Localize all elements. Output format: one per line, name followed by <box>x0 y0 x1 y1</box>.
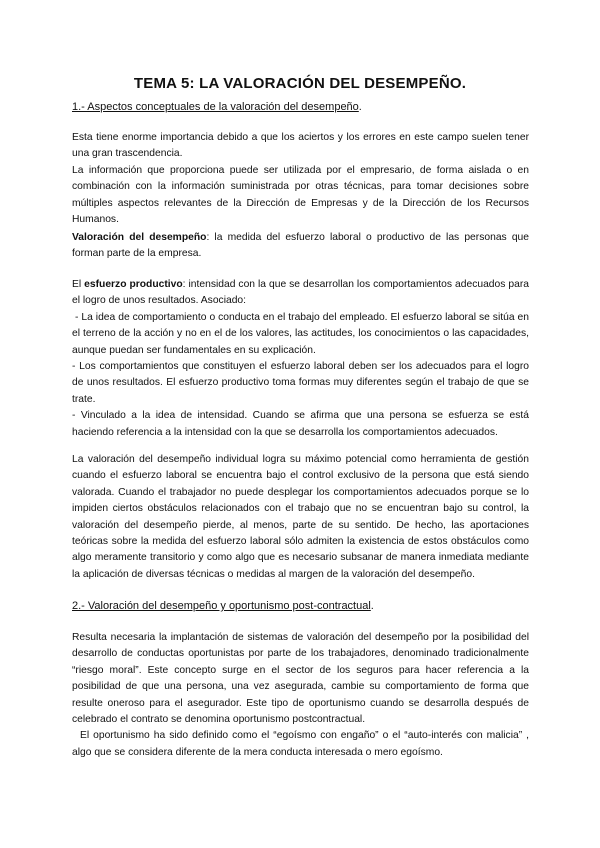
effort-text: : intensidad con la que se desarrollan los comportamientos adecuados para el logro de unos resultados. Asociado: <box>72 279 529 307</box>
section-2-heading-text: 2.- Valoración del desempeño y oportunismo post-contractual <box>72 600 371 612</box>
section-2-heading <box>72 600 532 612</box>
section-1-heading-text: 1.- Aspectos conceptuales de la valoración del desempeño <box>72 101 359 113</box>
definition-term: Valoración del desempeño <box>72 232 207 243</box>
section-2-heading-suffix: . <box>370 600 374 612</box>
effort-lead: El <box>72 279 85 290</box>
intro-paragraph-2: La información que proporciona puede ser utilizada por el empresario, de forma aislada o en combinación con la información suministrada por otras técnicas, para tomar decisiones sobre múltiples aspectos relevantes de la Dirección de Empresas y de la Dirección de los Recursos Humanos. <box>72 164 529 226</box>
potential-text: La valoración del desempeño individual logra su máximo potencial como herramienta de gestión cuando el esfuerzo laboral se encuentra bajo el control exclusivo de la persona que está siendo valorada. Cuando el trabajador no puede desplegar los comportamientos adecuados porque se lo impiden ciertos obstáculos relacionados con el trabajo que no se encuentran bajo su control, la valoración del desempeño pierde, al menos, parte de su sentido. De hecho, las aportaciones teóricas sobre la medida del esfuerzo laboral sólo admiten la existencia de estos obstáculos como algo meramente transitorio y como algo que es necesario subsanar de manera inmediata mediante la aplicación de diversas técnicas o medidas al margen de la valoración del desempeño. <box>72 454 529 580</box>
potential-paragraph <box>72 452 529 583</box>
page-title: TEMA 5: LA VALORACIÓN DEL DESEMPEÑO. <box>133 75 467 92</box>
bullet-intensity: - Vinculado a la idea de intensidad. Cuando se afirma que una persona se esfuerza se está haciendo referencia a la intensidad con la que se desarrolla los comportamientos adecuados. <box>72 410 529 438</box>
section-1-heading-suffix: . <box>358 101 362 113</box>
effort-paragraph <box>72 277 529 310</box>
effort-term: esfuerzo productivo <box>84 279 183 290</box>
section-1-intro <box>72 130 529 228</box>
section-1-heading <box>72 101 532 113</box>
opportunism-definition-paragraph: El oportunismo ha sido definido como el “egoísmo con engaño” o el “auto-interés con malicia” , algo que se considera diferente de la mera conducta interesada o mero egoísmo. <box>72 730 532 758</box>
bullet-behaviour: - La idea de comportamiento o conducta en el trabajo del empleado. El esfuerzo laboral se sitúa en el terreno de la acción y no en el de los valores, las actitudes, los conocimientos o las capacidades, aunque puedan ser fundamentales en su explicación. <box>72 311 532 356</box>
moral-hazard-paragraph: Resulta necesaria la implantación de sistemas de valoración del desempeño por la posibilidad del desarrollo de conductas oportunistas por parte de los trabajadores, denominado tradicionalmente “riesgo moral”. Este concepto surge en el sector de los seguros para hacer referencia a la posibilidad de que una persona, una vez asegurada, cambie su comportamiento de forma que resulte oneroso para el asegurador. Este tipo de oportunismo cuando se desarrolla después de celebrado el contrato se denomina oportunismo postcontractual. <box>72 632 529 726</box>
definition-paragraph <box>72 230 529 263</box>
effort-section <box>72 277 532 441</box>
intro-paragraph-1: Esta tiene enorme importancia debido a que los aciertos y los errores en este campo suelen tener una gran trascendencia. <box>72 132 529 160</box>
section-2-body <box>72 630 532 761</box>
definition-text: : la medida del esfuerzo laboral o productivo de las personas que forman parte de la empresa. <box>72 232 529 260</box>
bullet-adequate: - Los comportamientos que constituyen el esfuerzo laboral deben ser los adecuados para el logro de unos resultados. El esfuerzo productivo toma formas muy diferentes según el trabajo de que se trate. <box>72 361 529 405</box>
